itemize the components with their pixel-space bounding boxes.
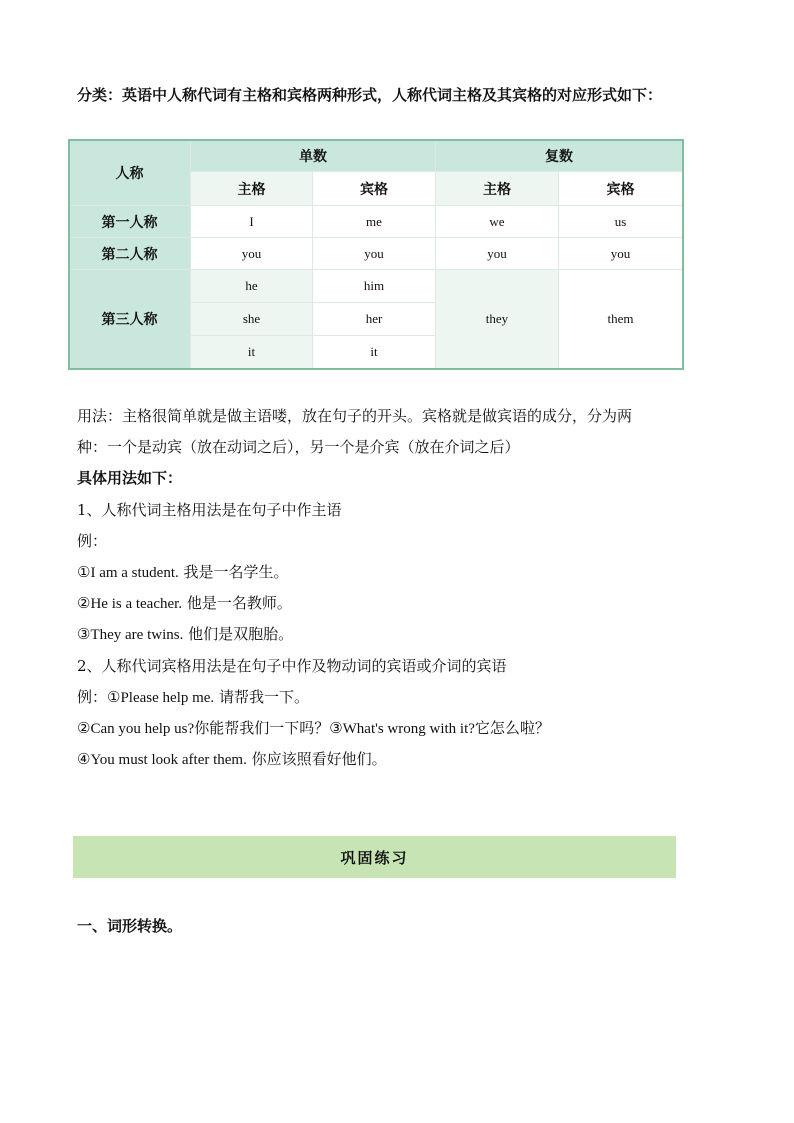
cell: you xyxy=(436,238,559,270)
example-4-label: 例： xyxy=(77,688,108,706)
example-4-chinese: 请帮我一下。 xyxy=(218,688,309,706)
example-3 xyxy=(77,623,293,644)
cell: he xyxy=(191,270,313,303)
cell: they xyxy=(436,270,559,369)
cell: it xyxy=(313,336,436,369)
example-5-english: ②Can you help us? xyxy=(77,721,195,737)
cell: you xyxy=(313,238,436,270)
example-4-english: ①Please help me. xyxy=(107,690,215,706)
plural-nominative-header: 主格 xyxy=(436,172,559,206)
plural-header: 复数 xyxy=(436,140,683,172)
rule-2: 2、人称代词宾格用法是在句子中作及物动词的宾语或介词的宾语 xyxy=(77,657,507,675)
table-row xyxy=(69,270,683,303)
example-1 xyxy=(77,561,289,582)
example-6-english: ③What's wrong with it? xyxy=(329,721,475,737)
cell: it xyxy=(191,336,313,369)
example-4 xyxy=(77,686,309,707)
cell: you xyxy=(191,238,313,270)
cell: him xyxy=(313,270,436,303)
example-3-english: ③They are twins. xyxy=(77,627,184,643)
cell: we xyxy=(436,206,559,238)
singular-header: 单数 xyxy=(191,140,436,172)
cell: her xyxy=(313,303,436,336)
cell: them xyxy=(559,270,683,369)
singular-nominative-header: 主格 xyxy=(191,172,313,206)
example-6-chinese: 它怎么啦？ xyxy=(474,719,550,737)
plural-objective-header: 宾格 xyxy=(559,172,683,206)
singular-objective-header: 宾格 xyxy=(313,172,436,206)
cell: I xyxy=(191,206,313,238)
pronoun-table xyxy=(68,139,683,369)
usage-line-2: 种：一个是动宾（放在动词之后），另一个是介宾（放在介词之后） xyxy=(77,438,520,456)
exercise-heading: 一、词形转换。 xyxy=(77,917,183,935)
person-header: 人称 xyxy=(69,140,191,206)
cell: me xyxy=(313,206,436,238)
example-2-chinese: 他是一名教师。 xyxy=(186,594,292,612)
row-label-second: 第二人称 xyxy=(69,238,191,270)
cell: us xyxy=(559,206,683,238)
example-5-chinese: 你能帮我们一下吗？ xyxy=(194,719,330,737)
example-1-chinese: 我是一名学生。 xyxy=(183,563,289,581)
cell: she xyxy=(191,303,313,336)
intro-paragraph: 分类：英语中人称代词有主格和宾格两种形式，人称代词主格及其宾格的对应形式如下： xyxy=(77,86,663,104)
example-3-chinese: 他们是双胞胎。 xyxy=(188,625,294,643)
table-row xyxy=(69,206,683,238)
example-1-english: ①I am a student. xyxy=(77,565,179,581)
example-5 xyxy=(77,717,550,738)
rule-1: 1、人称代词主格用法是在句子中作主语 xyxy=(77,501,342,519)
example-7-english: ④You must look after them. xyxy=(77,752,247,768)
example-label: 例： xyxy=(77,532,108,550)
row-label-first: 第一人称 xyxy=(69,206,191,238)
example-7 xyxy=(77,748,387,769)
section-title: 巩固练习 xyxy=(73,836,676,878)
cell: you xyxy=(559,238,683,270)
example-7-chinese: 你应该照看好他们。 xyxy=(251,750,387,768)
usage-line-1: 用法：主格很简单就是做主语喽，放在句子的开头。宾格就是做宾语的成分，分为两 xyxy=(77,407,633,425)
table-row xyxy=(69,238,683,270)
example-2 xyxy=(77,592,292,613)
row-label-third: 第三人称 xyxy=(69,270,191,369)
details-heading: 具体用法如下： xyxy=(77,469,183,487)
example-2-english: ②He is a teacher. xyxy=(77,596,183,612)
